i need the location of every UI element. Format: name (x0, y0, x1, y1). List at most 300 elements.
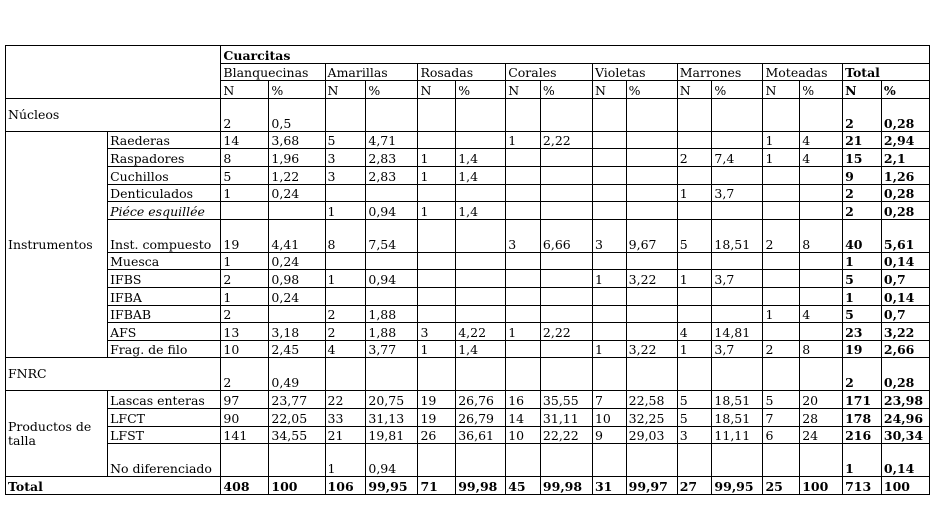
subheader-pct: % (712, 81, 763, 99)
percent-cell: 22,05 (269, 408, 325, 426)
table-row (6, 202, 930, 220)
percent-cell (712, 305, 763, 323)
total-percent-cell: 99,97 (626, 477, 677, 495)
percent-cell (626, 149, 677, 167)
count-cell: 216 (843, 426, 882, 444)
percent-cell (456, 287, 506, 305)
percent-cell: 0,94 (366, 270, 418, 288)
subcategory-cell: Inst. compuesto (108, 219, 221, 252)
count-cell (592, 444, 626, 477)
percent-cell (800, 184, 843, 202)
count-cell (677, 166, 712, 184)
subheader-n: N (418, 81, 456, 99)
percent-cell: 18,51 (712, 391, 763, 409)
table-row (6, 323, 930, 341)
percent-cell: 1,88 (366, 323, 418, 341)
table-row (6, 444, 930, 477)
percent-cell (800, 202, 843, 220)
count-cell (221, 444, 269, 477)
count-cell: 8 (325, 219, 366, 252)
count-cell: 21 (325, 426, 366, 444)
count-cell: 14 (221, 131, 269, 149)
percent-cell: 0,14 (881, 252, 929, 270)
table-row (6, 166, 930, 184)
percent-cell (626, 252, 677, 270)
count-cell (506, 287, 541, 305)
percent-cell (456, 444, 506, 477)
percent-cell: 28 (800, 408, 843, 426)
count-cell: 2 (843, 184, 882, 202)
count-cell: 2 (221, 98, 269, 131)
count-cell (763, 444, 800, 477)
percent-cell (712, 252, 763, 270)
total-count-cell: 713 (843, 477, 882, 495)
count-cell (592, 305, 626, 323)
table-row (6, 98, 930, 131)
count-cell: 3 (325, 166, 366, 184)
column-header-marrones: Marrones (677, 63, 763, 81)
count-cell: 10 (221, 340, 269, 358)
percent-cell: 1,4 (456, 166, 506, 184)
percent-cell: 3,7 (712, 340, 763, 358)
count-cell: 5 (221, 166, 269, 184)
corner-cell (6, 46, 221, 99)
percent-cell (626, 358, 677, 391)
percent-cell: 6,66 (540, 219, 592, 252)
percent-cell (540, 270, 592, 288)
subcategory-cell: IFBA (108, 287, 221, 305)
subheader-pct: % (800, 81, 843, 99)
count-cell (506, 358, 541, 391)
count-cell: 5 (677, 219, 712, 252)
count-cell (592, 252, 626, 270)
count-cell (418, 252, 456, 270)
count-cell: 2 (843, 202, 882, 220)
count-cell (506, 184, 541, 202)
count-cell (763, 98, 800, 131)
count-cell: 1 (221, 184, 269, 202)
count-cell: 2 (763, 340, 800, 358)
count-cell (418, 219, 456, 252)
subheader-n: N (763, 81, 800, 99)
table-row (6, 391, 930, 409)
subcategory-cell: IFBAB (108, 305, 221, 323)
count-cell (592, 131, 626, 149)
count-cell: 90 (221, 408, 269, 426)
percent-cell (540, 287, 592, 305)
count-cell (506, 340, 541, 358)
percent-cell: 0,28 (881, 202, 929, 220)
percent-cell: 0,28 (881, 184, 929, 202)
percent-cell: 2,94 (881, 131, 929, 149)
percent-cell: 26,79 (456, 408, 506, 426)
count-cell (592, 166, 626, 184)
percent-cell: 9,67 (626, 219, 677, 252)
table-row (6, 305, 930, 323)
percent-cell (626, 305, 677, 323)
percent-cell: 0,28 (881, 98, 929, 131)
percent-cell: 22,58 (626, 391, 677, 409)
table-row (6, 184, 930, 202)
percent-cell (712, 358, 763, 391)
percent-cell (626, 202, 677, 220)
percent-cell: 1,4 (456, 340, 506, 358)
percent-cell (626, 444, 677, 477)
percent-cell (626, 287, 677, 305)
count-cell (325, 287, 366, 305)
count-cell (677, 305, 712, 323)
count-cell: 1 (763, 305, 800, 323)
percent-cell (712, 202, 763, 220)
count-cell (592, 287, 626, 305)
count-cell (763, 166, 800, 184)
percent-cell: 2,83 (366, 149, 418, 167)
percent-cell (540, 340, 592, 358)
count-cell: 40 (843, 219, 882, 252)
count-cell: 10 (506, 426, 541, 444)
count-cell: 13 (221, 323, 269, 341)
percent-cell: 4,71 (366, 131, 418, 149)
category-cell: Instrumentos (6, 131, 108, 358)
percent-cell: 7,4 (712, 149, 763, 167)
percent-cell: 0,24 (269, 252, 325, 270)
count-cell: 21 (843, 131, 882, 149)
subheader-pct: % (269, 81, 325, 99)
subcategory-cell: LFST (108, 426, 221, 444)
count-cell: 178 (843, 408, 882, 426)
count-cell: 3 (418, 323, 456, 341)
count-cell (677, 287, 712, 305)
count-cell (592, 323, 626, 341)
percent-cell: 4 (800, 149, 843, 167)
count-cell: 4 (325, 340, 366, 358)
table-row (6, 340, 930, 358)
count-cell: 2 (221, 270, 269, 288)
count-cell: 1 (677, 270, 712, 288)
count-cell: 5 (763, 391, 800, 409)
count-cell (677, 444, 712, 477)
count-cell (418, 305, 456, 323)
count-cell (763, 184, 800, 202)
count-cell: 22 (325, 391, 366, 409)
percent-cell (540, 444, 592, 477)
percent-cell (366, 252, 418, 270)
count-cell (592, 202, 626, 220)
count-cell (325, 252, 366, 270)
count-cell (418, 270, 456, 288)
table-row (6, 408, 930, 426)
count-cell: 3 (677, 426, 712, 444)
subcategory-cell: Frag. de filo (108, 340, 221, 358)
percent-cell (800, 98, 843, 131)
count-cell: 97 (221, 391, 269, 409)
count-cell (592, 184, 626, 202)
percent-cell: 26,76 (456, 391, 506, 409)
percent-cell (269, 444, 325, 477)
percent-cell: 31,13 (366, 408, 418, 426)
subcategory-cell: Raederas (108, 131, 221, 149)
count-cell: 1 (506, 131, 541, 149)
count-cell (506, 98, 541, 131)
percent-cell: 0,7 (881, 305, 929, 323)
percent-cell: 1,96 (269, 149, 325, 167)
count-cell: 23 (843, 323, 882, 341)
count-cell: 1 (325, 444, 366, 477)
count-cell (677, 98, 712, 131)
total-percent-cell: 99,98 (540, 477, 592, 495)
percent-cell: 20 (800, 391, 843, 409)
count-cell (677, 358, 712, 391)
percent-cell: 2,22 (540, 131, 592, 149)
percent-cell: 2,1 (881, 149, 929, 167)
percent-cell: 36,61 (456, 426, 506, 444)
percent-cell (456, 252, 506, 270)
column-header-corales: Corales (506, 63, 593, 81)
percent-cell: 0,7 (881, 270, 929, 288)
percent-cell (540, 305, 592, 323)
percent-cell (712, 98, 763, 131)
count-cell: 7 (592, 391, 626, 409)
total-label: Total (6, 477, 221, 495)
count-cell: 26 (418, 426, 456, 444)
count-cell: 6 (763, 426, 800, 444)
percent-cell (540, 149, 592, 167)
count-cell (325, 358, 366, 391)
percent-cell (540, 98, 592, 131)
percent-cell (800, 270, 843, 288)
percent-cell (800, 323, 843, 341)
percent-cell: 8 (800, 340, 843, 358)
percent-cell: 24 (800, 426, 843, 444)
percent-cell (269, 305, 325, 323)
count-cell: 1 (843, 444, 882, 477)
count-cell (763, 323, 800, 341)
subcategory-cell: Denticulados (108, 184, 221, 202)
percent-cell: 3,7 (712, 270, 763, 288)
count-cell (506, 270, 541, 288)
total-percent-cell: 99,95 (712, 477, 763, 495)
count-cell: 1 (418, 340, 456, 358)
total-count-cell: 106 (325, 477, 366, 495)
count-cell: 1 (506, 323, 541, 341)
count-cell: 2 (843, 358, 882, 391)
subcategory-cell: Cuchillos (108, 166, 221, 184)
percent-cell: 2,66 (881, 340, 929, 358)
total-count-cell: 25 (763, 477, 800, 495)
category-cell: Núcleos (6, 98, 221, 131)
count-cell: 2 (221, 305, 269, 323)
count-cell: 3 (325, 149, 366, 167)
percent-cell (366, 358, 418, 391)
percent-cell (712, 166, 763, 184)
percent-cell: 3,22 (881, 323, 929, 341)
count-cell (677, 131, 712, 149)
count-cell: 171 (843, 391, 882, 409)
column-header-amarillas: Amarillas (325, 63, 418, 81)
count-cell (506, 252, 541, 270)
subheader-pct: % (366, 81, 418, 99)
count-cell: 5 (843, 305, 882, 323)
percent-cell: 30,34 (881, 426, 929, 444)
percent-cell: 0,98 (269, 270, 325, 288)
percent-cell: 4 (800, 305, 843, 323)
percent-cell: 3,18 (269, 323, 325, 341)
percent-cell: 1,22 (269, 166, 325, 184)
percent-cell: 32,25 (626, 408, 677, 426)
count-cell: 1 (763, 149, 800, 167)
percent-cell: 0,5 (269, 98, 325, 131)
percent-cell (800, 358, 843, 391)
count-cell: 8 (221, 149, 269, 167)
percent-cell (626, 98, 677, 131)
count-cell (418, 98, 456, 131)
count-cell: 1 (325, 202, 366, 220)
count-cell: 2 (677, 149, 712, 167)
count-cell (418, 131, 456, 149)
percent-cell: 7,54 (366, 219, 418, 252)
percent-cell: 0,24 (269, 287, 325, 305)
table-row (6, 270, 930, 288)
count-cell (506, 305, 541, 323)
subheader-pct: % (626, 81, 677, 99)
count-cell (418, 287, 456, 305)
percent-cell (456, 131, 506, 149)
table-row (6, 426, 930, 444)
percent-cell: 2,22 (540, 323, 592, 341)
table-row (6, 358, 930, 391)
count-cell: 2 (763, 219, 800, 252)
total-count-cell: 408 (221, 477, 269, 495)
count-cell: 19 (418, 408, 456, 426)
subheader-n: N (677, 81, 712, 99)
percent-cell: 3,7 (712, 184, 763, 202)
percent-cell: 35,55 (540, 391, 592, 409)
count-cell (763, 358, 800, 391)
total-percent-cell: 100 (269, 477, 325, 495)
total-count-cell: 27 (677, 477, 712, 495)
percent-cell (540, 202, 592, 220)
count-cell: 1 (418, 202, 456, 220)
count-cell: 10 (592, 408, 626, 426)
subcategory-cell: Piéce esquillée (108, 202, 221, 220)
count-cell: 16 (506, 391, 541, 409)
count-cell (506, 166, 541, 184)
count-cell: 19 (418, 391, 456, 409)
total-percent-cell: 100 (800, 477, 843, 495)
percent-cell: 11,11 (712, 426, 763, 444)
percent-cell (540, 166, 592, 184)
category-cell: Productos de talla (6, 391, 108, 477)
count-cell (418, 358, 456, 391)
percent-cell: 0,14 (881, 444, 929, 477)
count-cell: 1 (418, 166, 456, 184)
count-cell (325, 184, 366, 202)
percent-cell (456, 184, 506, 202)
percent-cell: 8 (800, 219, 843, 252)
column-header-violetas: Violetas (592, 63, 677, 81)
count-cell: 2 (325, 305, 366, 323)
count-cell: 1 (677, 340, 712, 358)
count-cell (677, 252, 712, 270)
percent-cell: 4,22 (456, 323, 506, 341)
subheader-n: N (843, 81, 882, 99)
count-cell: 2 (221, 358, 269, 391)
count-cell: 1 (592, 340, 626, 358)
percent-cell: 31,11 (540, 408, 592, 426)
category-cell: FNRC (6, 358, 221, 391)
count-cell: 19 (221, 219, 269, 252)
percent-cell (800, 444, 843, 477)
percent-cell: 0,14 (881, 287, 929, 305)
percent-cell (269, 202, 325, 220)
percent-cell (712, 287, 763, 305)
percent-cell: 29,03 (626, 426, 677, 444)
percent-cell (366, 98, 418, 131)
count-cell: 9 (843, 166, 882, 184)
subheader-pct: % (540, 81, 592, 99)
percent-cell: 18,51 (712, 219, 763, 252)
count-cell: 1 (843, 252, 882, 270)
total-percent-cell: 100 (881, 477, 929, 495)
subheader-n: N (325, 81, 366, 99)
count-cell (506, 202, 541, 220)
percent-cell (800, 287, 843, 305)
column-header-moteadas: Moteadas (763, 63, 843, 81)
count-cell (325, 98, 366, 131)
total-count-cell: 71 (418, 477, 456, 495)
percent-cell (540, 252, 592, 270)
subheader-n: N (221, 81, 269, 99)
count-cell: 5 (843, 270, 882, 288)
percent-cell (456, 270, 506, 288)
percent-cell: 0,28 (881, 358, 929, 391)
total-row (6, 477, 930, 495)
count-cell: 1 (763, 131, 800, 149)
total-percent-cell: 99,95 (366, 477, 418, 495)
percent-cell: 24,96 (881, 408, 929, 426)
count-cell (677, 202, 712, 220)
count-cell (506, 149, 541, 167)
percent-cell (626, 323, 677, 341)
group-header: Cuarcitas (221, 46, 930, 64)
count-cell: 5 (677, 391, 712, 409)
percent-cell: 1,4 (456, 202, 506, 220)
count-cell: 2 (843, 98, 882, 131)
count-cell: 5 (325, 131, 366, 149)
percent-cell: 0,49 (269, 358, 325, 391)
count-cell (592, 98, 626, 131)
count-cell: 33 (325, 408, 366, 426)
count-cell: 5 (677, 408, 712, 426)
total-percent-cell: 99,98 (456, 477, 506, 495)
subcategory-cell: IFBS (108, 270, 221, 288)
count-cell (592, 149, 626, 167)
count-cell: 1 (843, 287, 882, 305)
count-cell: 141 (221, 426, 269, 444)
subheader-pct: % (881, 81, 929, 99)
table-row (6, 219, 930, 252)
count-cell: 1 (677, 184, 712, 202)
table-row (6, 252, 930, 270)
percent-cell (626, 131, 677, 149)
count-cell: 9 (592, 426, 626, 444)
percent-cell: 2,45 (269, 340, 325, 358)
count-cell: 4 (677, 323, 712, 341)
percent-cell: 0,94 (366, 202, 418, 220)
percent-cell (366, 287, 418, 305)
count-cell: 3 (506, 219, 541, 252)
percent-cell: 3,22 (626, 270, 677, 288)
